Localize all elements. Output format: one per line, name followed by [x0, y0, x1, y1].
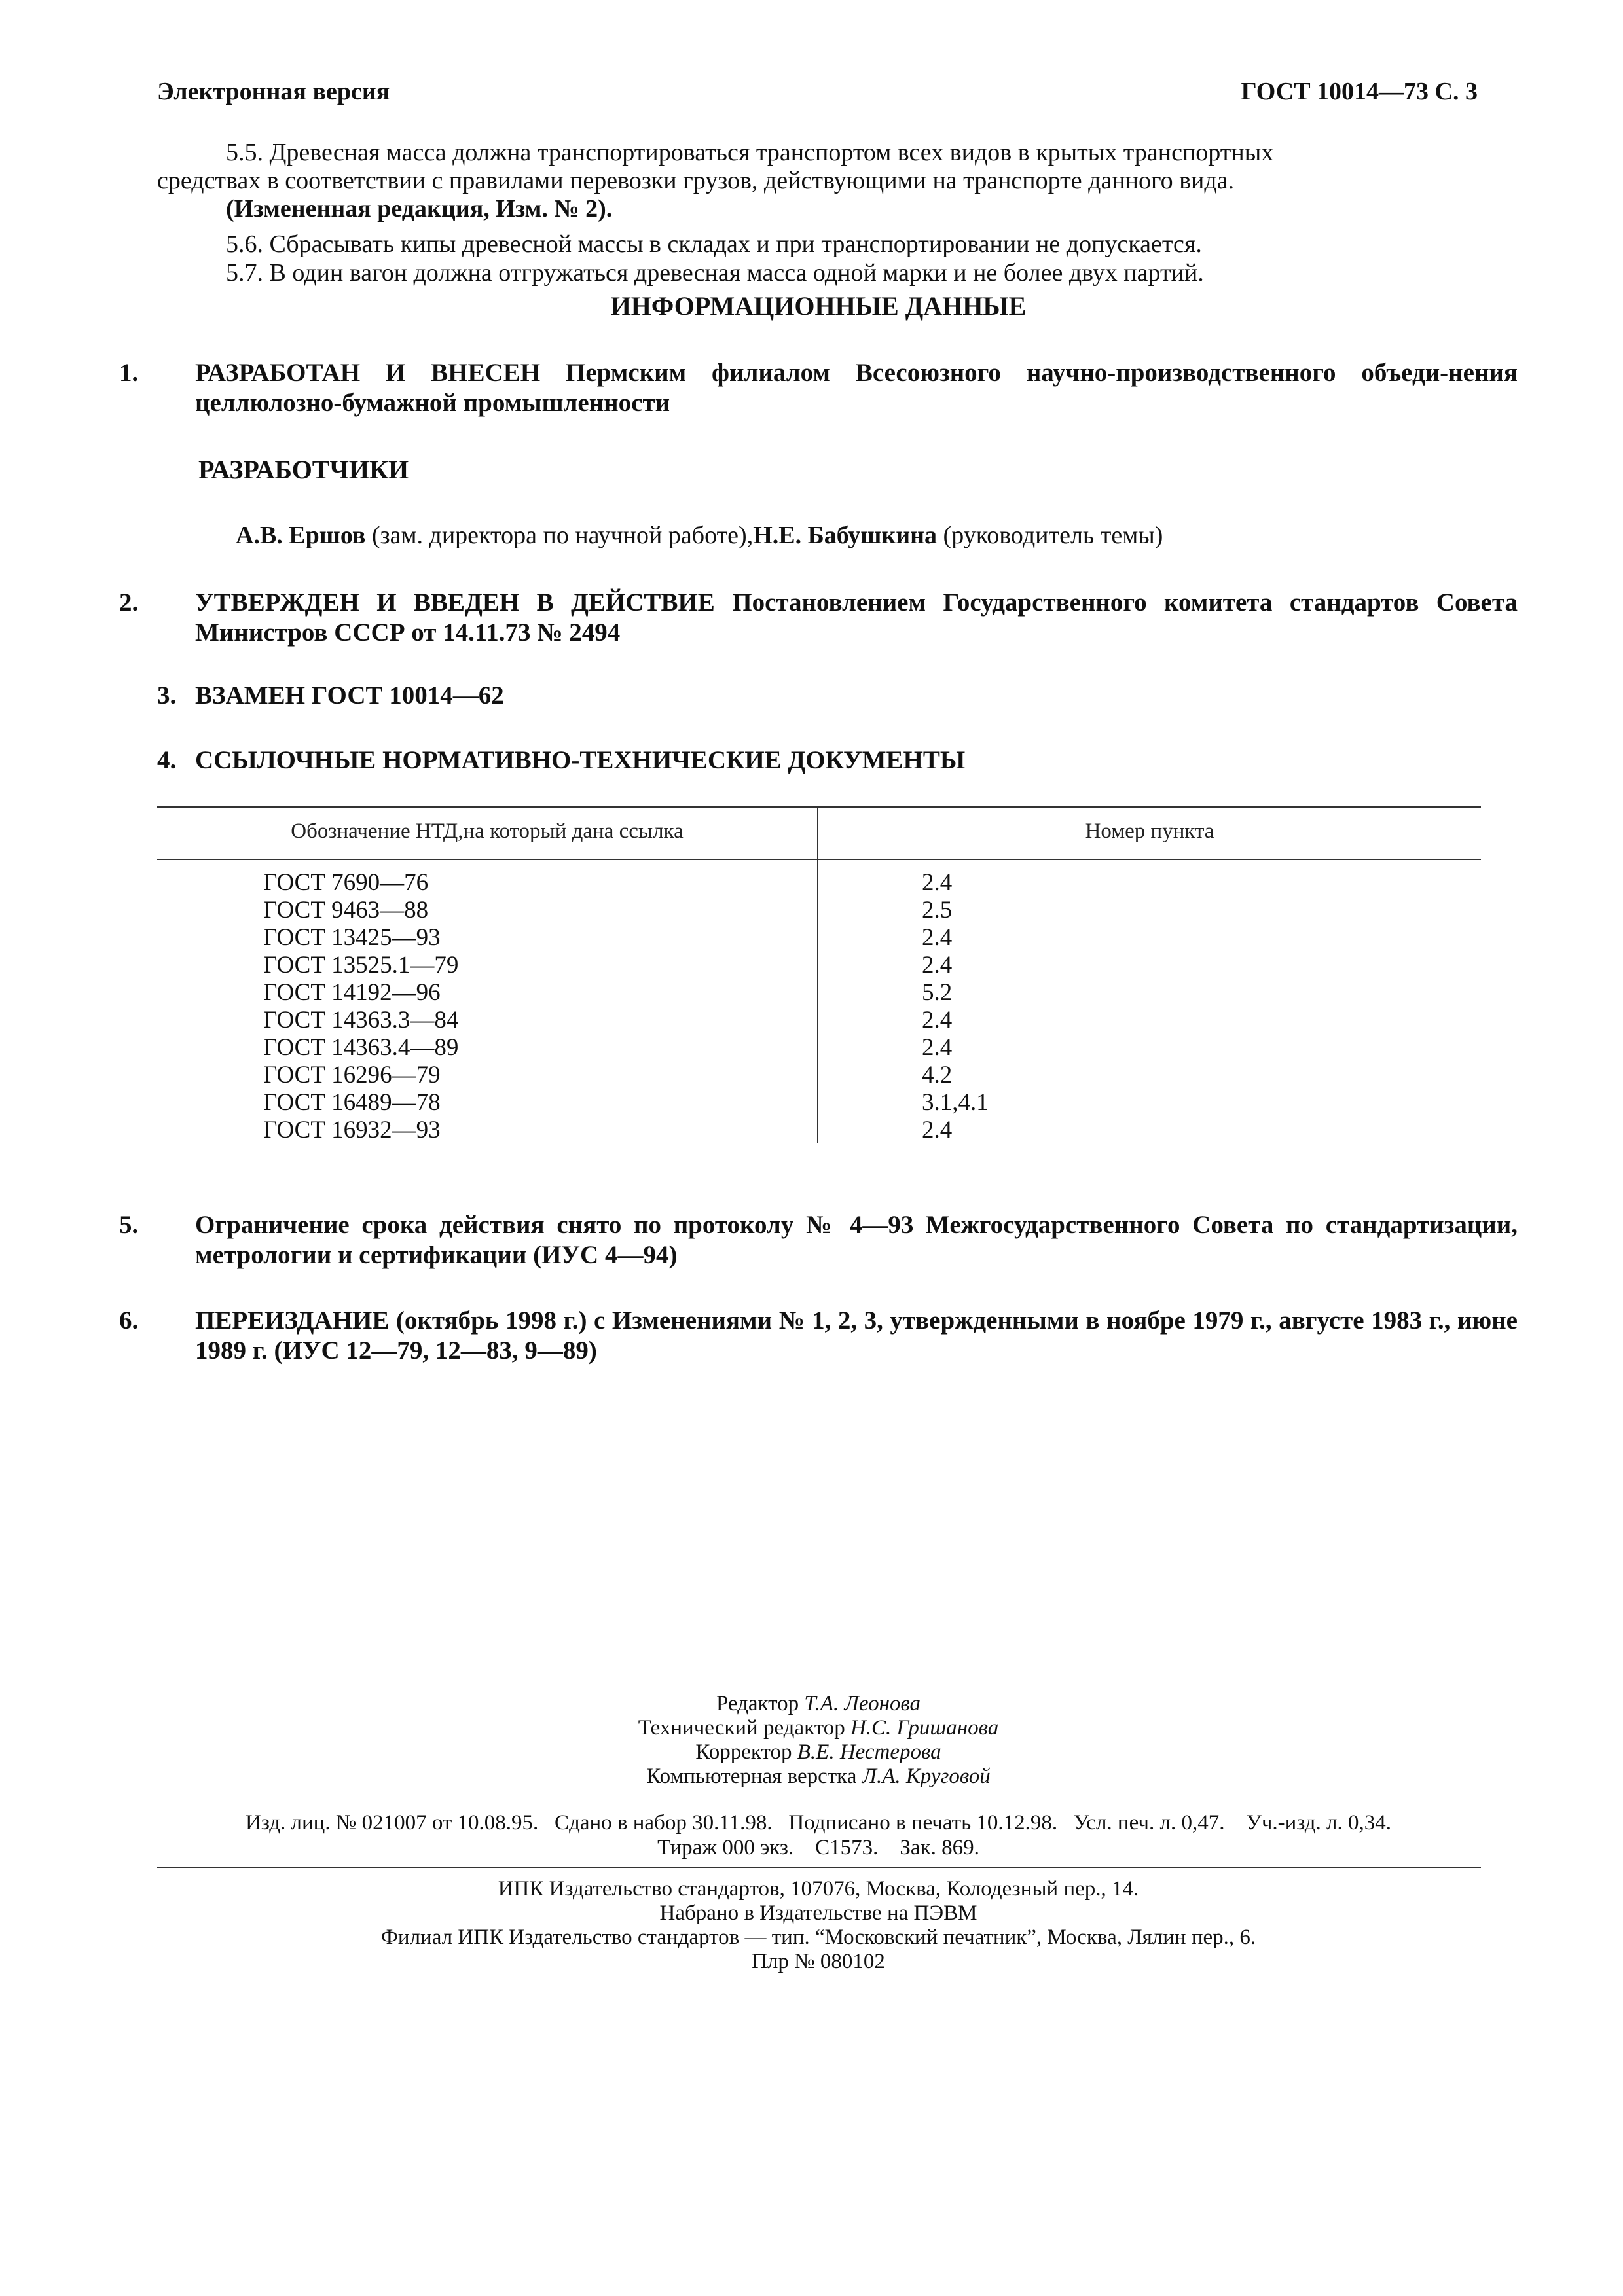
- table-cell-item: 5.2: [922, 979, 953, 1006]
- table-cell-item: 2.4: [922, 924, 953, 951]
- developers-title: РАЗРАБОТЧИКИ: [198, 455, 409, 484]
- paragraph-5-7: 5.7. В один вагон должна отгружаться древесная масса одной марки и не более двух партий.: [226, 259, 1204, 287]
- paragraph-5-5-line2: средствах в соответствии с правилами перевозки грузов, действующими на транспорте данного вида.: [157, 167, 1235, 194]
- table-cell-doc: ГОСТ 7690—76: [263, 869, 429, 896]
- publisher-line-1: ИПК Издательство стандартов, 107076, Москва, Колодезный пер., 14.: [498, 1877, 1139, 1901]
- table-cell-doc: ГОСТ 14192—96: [263, 979, 441, 1006]
- table-cell-doc: ГОСТ 13425—93: [263, 924, 441, 951]
- corrector-line: Корректор В.Е. Нестерова: [695, 1740, 941, 1764]
- section-1-number: 1.: [119, 359, 139, 387]
- section-4: [157, 745, 965, 776]
- table-cell-doc: ГОСТ 13525.1—79: [263, 952, 459, 978]
- table-cell-item: 2.4: [922, 1034, 953, 1061]
- change-note: (Измененная редакция, Изм. № 2).: [226, 195, 613, 223]
- section-1-text: РАЗРАБОТАН И ВНЕСЕН Пермским филиалом Всесоюзного научно-производственного объеди-нения целлюлозно-бумажной промышленности: [195, 359, 1518, 417]
- publisher-line-3: Филиал ИПК Издательство стандартов — тип. “Московский печатник”, Москва, Лялин пер., 6.: [380, 1926, 1256, 1949]
- table-top-rule: [157, 806, 1481, 808]
- section-5: [119, 1210, 1518, 1270]
- header-right: ГОСТ 10014—73 С. 3: [1241, 78, 1478, 105]
- section-4-text: ССЫЛОЧНЫЕ НОРМАТИВНО-ТЕХНИЧЕСКИЕ ДОКУМЕНТЫ: [195, 746, 966, 774]
- table-cell-item: 4.2: [922, 1062, 953, 1088]
- table-cell-item: 2.4: [922, 869, 953, 896]
- section-3-number: 3.: [157, 681, 177, 709]
- print-details-line2: Тираж 000 экз. С1573. Зак. 869.: [657, 1836, 979, 1859]
- section-2-number: 2.: [119, 588, 139, 617]
- paragraph-5-6: 5.6. Сбрасывать кипы древесной массы в складах и при транспортировании не допускается.: [226, 230, 1202, 258]
- table-cell-item: 3.1,4.1: [922, 1089, 989, 1116]
- section-6-number: 6.: [119, 1306, 139, 1335]
- section-2-text: УТВЕРЖДЕН И ВВЕДЕН В ДЕЙСТВИЕ Постановлением Государственного комитета стандартов Совета Министров СССР от 14.11.73 № 2494: [195, 588, 1518, 647]
- table-cell-item: 2.5: [922, 897, 953, 924]
- print-details-line1: Изд. лиц. № 021007 от 10.08.95. Сдано в набор 30.11.98. Подписано в печать 10.12.98. Усл. печ. л. 0,47. Уч.-изд. л. 0,34.: [245, 1811, 1392, 1835]
- table-header-rule: [157, 859, 1481, 860]
- table-cell-doc: ГОСТ 14363.3—84: [263, 1007, 459, 1033]
- imprint-credits: [157, 1692, 1480, 1789]
- table-item-column: [922, 869, 989, 1144]
- section-1: [119, 358, 1518, 418]
- table-cell-item: 2.4: [922, 1117, 953, 1143]
- table-header-doc: Обозначение НТД,на который дана ссылка: [291, 819, 684, 843]
- developer-2-name: Н.Е. Бабушкина: [753, 522, 938, 549]
- section-6-text: ПЕРЕИЗДАНИЕ (октябрь 1998 г.) с Изменениями № 1, 2, 3, утвержденными в ноябре 1979 г., августе 1983 г., июне 1989 г. (ИУС 12—79, 12—83, 9—89): [195, 1306, 1518, 1365]
- layout-line: Компьютерная верстка Л.А. Круговой: [646, 1765, 991, 1788]
- table-doc-column: [263, 869, 458, 1144]
- editor-line: Редактор Т.А. Леонова: [716, 1692, 921, 1715]
- developers-line: [236, 521, 1163, 550]
- table-cell-doc: ГОСТ 14363.4—89: [263, 1034, 459, 1061]
- developer-1-name: А.В. Ершов: [236, 522, 366, 549]
- table-cell-doc: ГОСТ 16489—78: [263, 1089, 441, 1116]
- section-5-number: 5.: [119, 1211, 139, 1239]
- info-title: ИНФОРМАЦИОННЫЕ ДАННЫЕ: [610, 291, 1027, 321]
- section-2: [119, 588, 1518, 648]
- section-3-text: ВЗАМЕН ГОСТ 10014—62: [195, 681, 504, 709]
- section-6: [119, 1306, 1518, 1366]
- table-cell-doc: ГОСТ 16296—79: [263, 1062, 441, 1088]
- tech-editor-line: Технический редактор Н.С. Гришанова: [638, 1716, 999, 1740]
- table-cell-doc: ГОСТ 9463—88: [263, 897, 429, 924]
- table-header-item: Номер пункта: [1085, 819, 1214, 843]
- developer-2-role: (руководитель темы): [937, 522, 1163, 549]
- imprint-rule: [157, 1867, 1481, 1868]
- publisher-line-2: Набрано в Издательстве на ПЭВМ: [659, 1901, 977, 1925]
- reference-table: [157, 806, 1481, 1147]
- table-column-divider: [817, 806, 818, 1143]
- section-4-number: 4.: [157, 746, 177, 774]
- developer-1-role: (зам. директора по научной работе),: [365, 522, 754, 549]
- header-left: Электронная версия: [157, 78, 390, 105]
- table-cell-item: 2.4: [922, 952, 953, 978]
- paragraph-5-5-line1: 5.5. Древесная масса должна транспортироваться транспортом всех видов в крытых транспортных: [226, 139, 1274, 166]
- publisher-info: [157, 1877, 1480, 1974]
- table-cell-doc: ГОСТ 16932—93: [263, 1117, 441, 1143]
- publisher-line-4: Плр № 080102: [752, 1950, 885, 1973]
- table-cell-item: 2.4: [922, 1007, 953, 1033]
- section-5-text: Ограничение срока действия снято по протоколу № 4—93 Межгосударственного Совета по стандартизации, метрологии и сертификации (ИУС 4—94): [195, 1211, 1518, 1269]
- section-3: [157, 681, 504, 711]
